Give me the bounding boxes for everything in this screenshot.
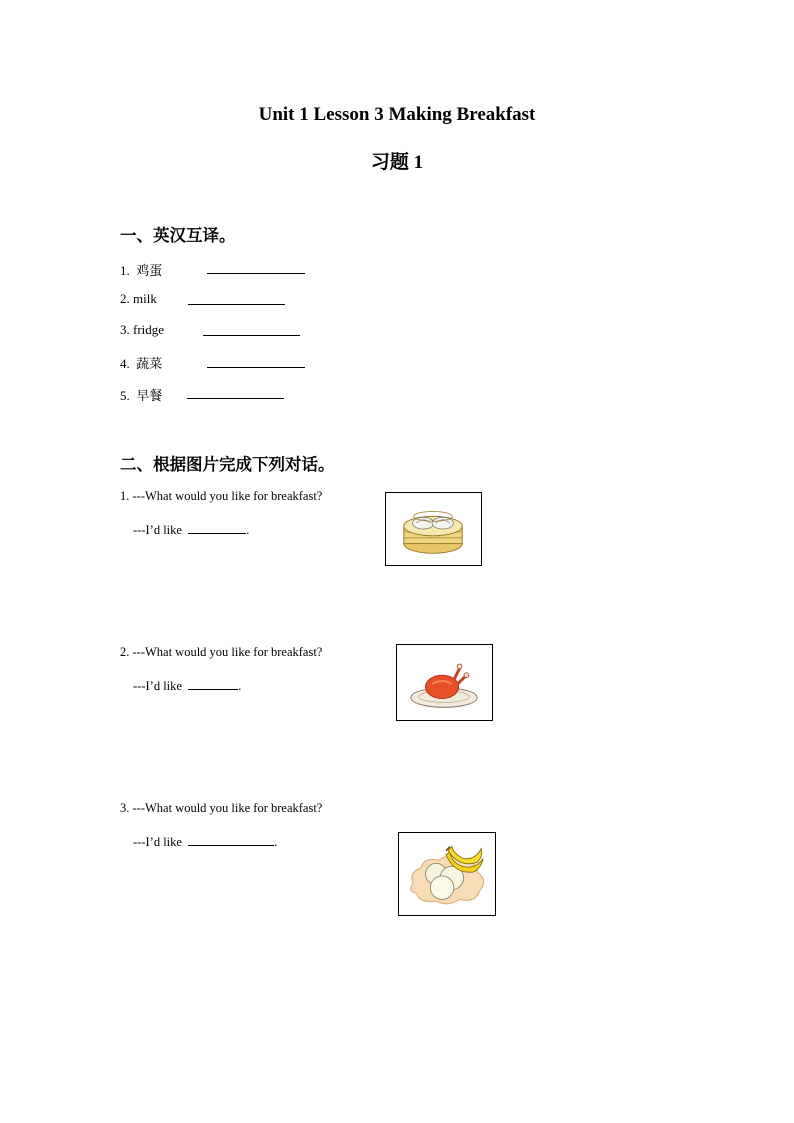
- item-text: milk: [133, 291, 157, 306]
- answer-blank[interactable]: [207, 273, 305, 274]
- item-text: fridge: [133, 322, 165, 337]
- answer-blank[interactable]: [187, 398, 284, 399]
- item-number: 2.: [120, 291, 130, 306]
- answer-prefix: ---I’d like: [133, 679, 182, 693]
- question-text: 2. ---What would you like for breakfast?: [120, 645, 323, 659]
- answer-suffix: .: [246, 523, 250, 537]
- answer-blank[interactable]: [188, 521, 246, 534]
- item-text: 早餐: [136, 389, 163, 404]
- answer-suffix: .: [238, 679, 242, 693]
- item-number: 3.: [120, 322, 130, 337]
- answer-line: [133, 677, 241, 694]
- answer-suffix: .: [274, 835, 278, 849]
- answer-blank[interactable]: [207, 367, 305, 368]
- answer-prefix: ---I’d like: [133, 835, 182, 849]
- section-heading-translation: 一、英汉互译。: [120, 226, 236, 245]
- page-subtitle: 习题 1: [370, 152, 424, 173]
- item-text: 鸡蛋: [136, 264, 163, 279]
- list-item: [120, 322, 164, 338]
- roast-chicken-icon: [396, 644, 493, 721]
- item-text: 蔬菜: [136, 357, 163, 372]
- question-text: 3. ---What would you like for breakfast?: [120, 801, 323, 815]
- list-item: [120, 260, 162, 279]
- section-heading-dialogue: 二、根据图片完成下列对话。: [120, 455, 335, 474]
- answer-blank[interactable]: [188, 833, 274, 846]
- answer-line: [133, 521, 249, 538]
- answer-blank[interactable]: [203, 335, 300, 336]
- question-text: 1. ---What would you like for breakfast?: [120, 489, 323, 503]
- item-number: 4.: [120, 356, 130, 371]
- list-item: [120, 291, 157, 307]
- list-item: [120, 385, 162, 404]
- answer-line: [133, 833, 277, 850]
- page-title: Unit 1 Lesson 3 Making Breakfast: [258, 104, 536, 125]
- answer-prefix: ---I’d like: [133, 523, 182, 537]
- list-item: [120, 353, 162, 372]
- item-number: 5.: [120, 388, 130, 403]
- item-number: 1.: [120, 263, 130, 278]
- answer-blank[interactable]: [188, 677, 238, 690]
- fruit-plate-icon: [398, 832, 496, 916]
- steamed-buns-icon: [385, 492, 482, 566]
- answer-blank[interactable]: [188, 304, 285, 305]
